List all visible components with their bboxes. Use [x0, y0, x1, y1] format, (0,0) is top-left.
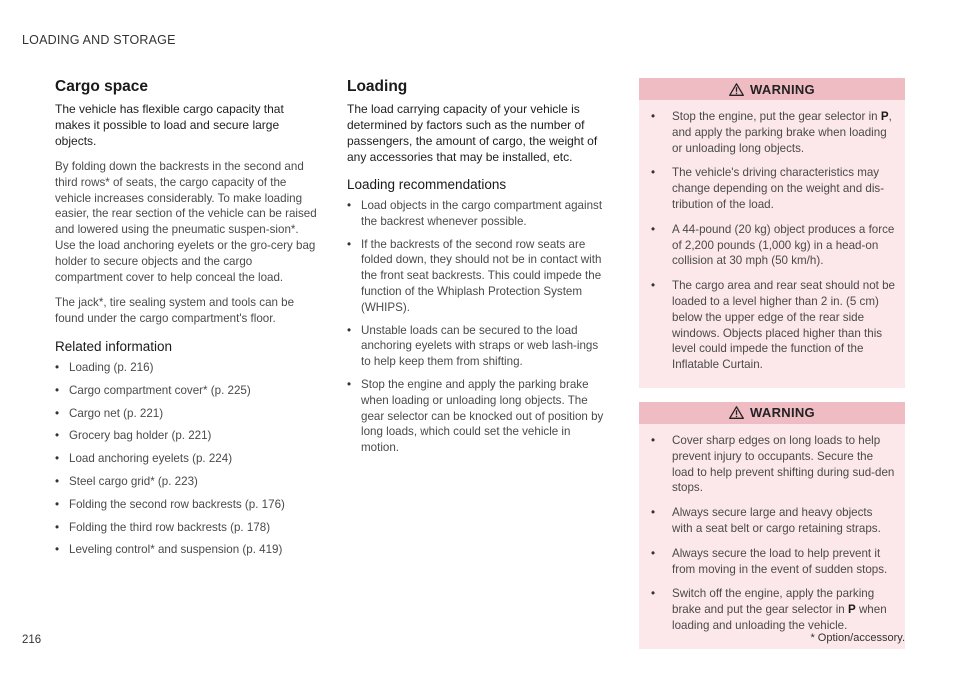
bullet: •	[55, 429, 60, 443]
related-link-text: Loading (p. 216)	[69, 360, 154, 374]
list-item-text: A 44-pound (20 kg) object produces a force of 2,200 pounds (1,000 kg) in a head-on collision at 30 mph (50 km/h).	[672, 222, 895, 268]
bullet: •	[347, 199, 352, 212]
related-link[interactable]	[55, 497, 320, 513]
list-item-text: Stop the engine and apply the parking brake when loading or unloading long objects. The gear selector can be knocked out of position by long loads, which could set the vehicle in motion.	[361, 377, 604, 455]
list-item	[649, 222, 895, 269]
related-link[interactable]	[55, 520, 320, 536]
cargo-space-title: Cargo space	[55, 78, 149, 95]
warning-triangle-icon	[729, 406, 744, 419]
list-item	[649, 109, 895, 156]
list-item-text: Switch off the engine, apply the parking brake and put the gear selector in	[672, 587, 875, 617]
gear-position-p: P	[847, 603, 856, 617]
related-link-text: Load anchoring eyelets (p. 224)	[69, 452, 233, 466]
warning-triangle-icon	[729, 83, 744, 96]
related-link-text: Folding the third row backrests (p. 178)	[69, 520, 271, 534]
bullet: •	[55, 406, 60, 420]
warning-list	[639, 100, 905, 373]
list-item-text-cont: , and apply the parking brake when loading or unloading long objects.	[672, 110, 892, 155]
warning-header	[639, 78, 905, 100]
list-item	[347, 198, 609, 230]
list-item	[649, 278, 895, 373]
warning-title: WARNING	[750, 81, 815, 97]
related-link-text: Cargo compartment cover* (p. 225)	[69, 383, 251, 397]
loading-column	[347, 78, 609, 463]
loading-recommendations-title: Loading recommendations	[347, 177, 507, 192]
loading-title: Loading	[347, 78, 408, 95]
related-link-text: Cargo net (p. 221)	[69, 406, 164, 420]
bullet: •	[55, 543, 60, 557]
section-header: LOADING AND STORAGE	[22, 33, 176, 47]
loading-recommendations-list	[347, 198, 609, 456]
bullet: •	[651, 279, 656, 293]
bullet: •	[55, 497, 60, 511]
list-item	[649, 546, 895, 578]
list-item	[649, 165, 895, 212]
related-link[interactable]	[55, 428, 320, 444]
related-link[interactable]	[55, 451, 320, 467]
list-item-text-cont: when loading and unloading the vehicle.	[672, 603, 887, 632]
warning-box-loading	[639, 78, 905, 388]
list-item-text: Unstable loads can be secured to the load anchoring eyelets with straps or web lash-ings to help keep them from shifting.	[361, 323, 599, 369]
related-link[interactable]	[55, 383, 320, 399]
bullet: •	[651, 222, 656, 236]
related-link-text: Grocery bag holder (p. 221)	[69, 429, 212, 443]
related-link[interactable]	[55, 542, 320, 558]
bullet: •	[55, 452, 60, 466]
list-item	[347, 377, 609, 456]
loading-lead: The load carrying capacity of your vehicle is determined by factors such as the number of passengers, the amount of cargo, the weight of any accessories that may be installed, etc.	[347, 102, 598, 164]
related-link[interactable]	[55, 406, 320, 422]
cargo-space-column	[55, 78, 320, 565]
bullet: •	[651, 166, 656, 180]
bullet: •	[55, 474, 60, 488]
list-item-text: Cover sharp edges on long loads to help prevent injury to occupants. Secure the load to help prevent shifting during sud-den stops.	[672, 433, 895, 495]
list-item	[347, 237, 609, 316]
bullet: •	[651, 546, 656, 560]
cargo-space-body: By folding down the backrests in the second and third rows* of seats, the cargo capacity of the vehicle increases considerably. To make loading easier, the rear section of the vehicle can be raised and lowered using the pneumatic suspen-sion*. Use the load anchoring eyelets or the gro-cery bag holder to secure objects and the cargo compartment cover to help conceal the load.	[55, 160, 317, 284]
list-item-text: Always secure the load to help prevent it from moving in the event of sudden stops.	[672, 546, 888, 576]
bullet: •	[651, 110, 656, 123]
bullet: •	[55, 520, 60, 534]
warning-list	[639, 424, 905, 634]
warning-title: WARNING	[750, 405, 815, 421]
warning-box-securing	[639, 402, 905, 649]
list-item-text: Always secure large and heavy objects with a seat belt or cargo retaining straps.	[672, 506, 881, 535]
bullet: •	[651, 433, 656, 447]
list-item	[347, 323, 609, 370]
related-information-title: Related information	[55, 338, 173, 354]
warnings-column	[639, 78, 905, 663]
bullet: •	[347, 237, 352, 251]
related-link-text: Steel cargo grid* (p. 223)	[69, 474, 198, 488]
bullet: •	[347, 323, 352, 337]
list-item	[649, 586, 895, 633]
list-item	[649, 505, 895, 537]
list-item-text: Load objects in the cargo compartment against the backrest whenever possible.	[361, 199, 603, 228]
cargo-space-tools-note: The jack*, tire sealing system and tools can be found under the cargo compartment's floor.	[55, 296, 295, 326]
bullet: •	[651, 587, 656, 601]
related-link-text: Leveling control* and suspension (p. 419)	[69, 543, 283, 557]
bullet: •	[651, 506, 656, 520]
page-number: 216	[22, 634, 42, 646]
related-information-list	[55, 360, 320, 558]
bullet: •	[347, 377, 352, 391]
bullet: •	[55, 383, 60, 397]
list-item	[649, 433, 895, 496]
related-link[interactable]	[55, 360, 320, 376]
related-link-text: Folding the second row backrests (p. 176)	[69, 497, 285, 511]
cargo-space-lead: The vehicle has flexible cargo capacity that makes it possible to load and secure large objects.	[55, 102, 284, 148]
list-item-text: If the backrests of the second row seats are folded down, they should not be in contact with the front seat backrests. This could impede the function of the Whiplash Protection System (WHIPS).	[361, 237, 602, 314]
warning-header	[639, 402, 905, 424]
gear-position-p: P	[880, 110, 889, 123]
list-item-text: Stop the engine, put the gear selector in	[672, 110, 878, 123]
list-item-text: The cargo area and rear seat should not be loaded to a level higher than 2 in. (5 cm) below the upper edge of the rear side windows. Objects placed higher than this level could impede the function of the Inflatable Curtain.	[672, 279, 896, 372]
bullet: •	[55, 360, 60, 374]
option-accessory-footnote: * Option/accessory.	[810, 632, 905, 644]
list-item-text: The vehicle's driving characteristics may change depending on the weight and dis-tribution of the load.	[672, 166, 885, 211]
related-link[interactable]	[55, 474, 320, 490]
